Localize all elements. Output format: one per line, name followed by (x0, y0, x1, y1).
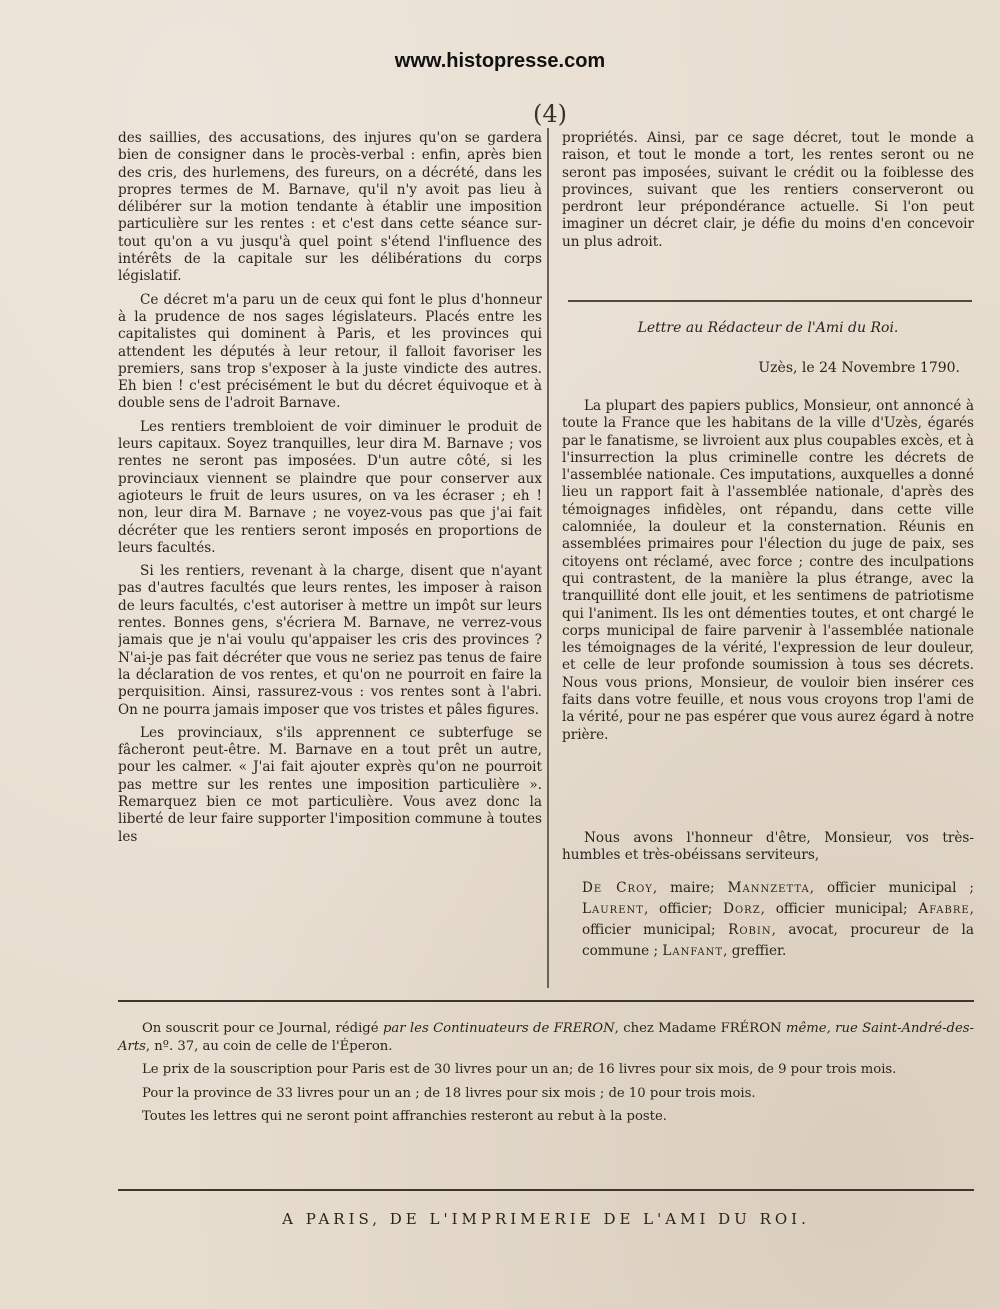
signature-name: Dorz (723, 901, 761, 917)
left-paragraph-4: Si les rentiers, revenant à la charge, disent que n'ayant pas d'autres facultés que leurs rentes, les imposer à raison de leurs facultés, c'est autoriser à mettre un impôt sur leurs rentes. Bonnes gens, s'écriera M. Barnave, ne verrez-vous jamais que je n'ai voulu qu'appaiser les cris des provinces ? N'ai-je pas fait décréter que vous ne seriez pas tenus de faire la déclaration de vos rentes, et qu'on ne pourroit en faire la perquisition. Ainsi, rassurez-vous : vos rentes sont à l'abri. On ne pourra jamais imposer que vos tristes et pâles figures. (118, 563, 542, 718)
subscription-text: On souscrit pour ce Journal, rédigé (142, 1021, 383, 1036)
signature-role: , officier; (643, 901, 724, 917)
left-paragraph-5: Les provinciaux, s'ils apprennent ce subterfuge se fâcheront peut-être. M. Barnave en a tout prêt un autre, pour les calmer. « J'ai fait ajouter exprès qu'on ne pourroit pas mettre sur les rentes une imposition particulière ». Remarquez bien ce mot particulière. Vous avez donc la liberté de leur faire supporter l'imposition commune à toutes les (118, 724, 542, 845)
letter-closing (562, 830, 974, 871)
imprint: A PARIS, DE L'IMPRIMERIE DE L'AMI DU ROI. (282, 1210, 810, 1228)
closing-text: Nous avons l'honneur d'être, Monsieur, vos très-humbles et très-obéissans serviteurs, (562, 830, 974, 864)
subscription-address: même, rue Saint-André-des-Arts (118, 1021, 974, 1054)
letters-note: Toutes les lettres qui ne seront point affranchies resteront au rebut à la poste. (142, 1109, 667, 1124)
signature-name: Lanfant (662, 943, 724, 959)
page-number: (4) (533, 100, 567, 128)
subscription-editors: par les Continuateurs de FRERON (382, 1021, 615, 1036)
left-paragraph-2: Ce décret m'a paru un de ceux qui font le plus d'honneur à la prudence de nos sages législateurs. Placés entre les capitalistes qui dominent à Paris, et les provinces qui attendent les députés à leur retour, il falloit favoriser les premiers, sans trop s'exposer à la juste vindicte des autres. Eh bien ! c'est précisément le but du décret équivoque et à double sens de l'adroit Barnave. (118, 291, 542, 412)
letter-body (562, 398, 974, 818)
section-rule (568, 300, 972, 302)
signature-role: , officier municipal ; (809, 880, 975, 896)
subscription-text: , nº. 37, au coin de celle de l'Éperon. (145, 1038, 393, 1054)
footer-rule-bottom (118, 1189, 974, 1191)
subscription-text: , chez Madame FRÉRON (614, 1021, 786, 1036)
watermark: www.histopresse.com (394, 50, 606, 72)
signature-name: De Croy (582, 880, 653, 896)
column-divider (547, 128, 549, 988)
subscription-info (118, 1020, 974, 1055)
signature-role: , greffier. (723, 943, 787, 959)
signature-name: Mannzetta (727, 880, 810, 896)
letter-paragraph: La plupart des papiers publics, Monsieur, ont annoncé à toute la France que les habitans de la ville d'Uzès, égarés par le fanatisme, se livroient aux plus coupables excès, et à l'insurrection la plus criminelle contre les décrets de l'assemblée nationale. Ces imputations, auxquelles a donné lieu un rapport fait à l'assemblée nationale, d'après des témoignages infidèles, ont répandu, dans cette ville calomniée, la douleur et la consternation. Réunis en assemblées primaires pour l'élection du juge de paix, ses citoyens ont réclamé, avec force ; contre des inculpations qui contrastent, de la manière la plus étrange, avec la tranquillité dont elle jouit, et les sentimens de patriotisme qui l'animent. Ils les ont démenties toutes, et ont chargé le corps municipal de faire parvenir à l'assemblée nationale les témoignages de la vérité, l'expression de leur douleur, et celle de leur profonde soumission à tous ses décrets. Nous vous prions, Monsieur, de vouloir bien insérer ces faits dans votre feuille, et nous vous croyons trop l'ami de la vérité, pour ne pas espérer que vous aurez égard à notre prière. (562, 398, 974, 743)
price-province: Pour la province de 33 livres pour un an ; de 18 livres pour six mois ; de 10 pour trois mois. (142, 1085, 756, 1101)
signatures (582, 878, 974, 962)
footer-rule-top (118, 1000, 974, 1002)
signature-role: , officier municipal; (760, 901, 919, 917)
letter-date: Uzès, le 24 Novembre 1790. (758, 360, 960, 376)
subscription-footer (118, 1020, 974, 1132)
right-paragraph-1: propriétés. Ainsi, par ce sage décret, tout le monde a raison, et tout le monde a tort, les rentes seront ou ne seront pas imposées, suivant le crédit ou la foiblesse des provinces, suivant que les rentiers conserveront ou perdront leur prépondérance actuelle. Si l'on peut imaginer un décret clair, je défie du moins d'en concevoir un plus adroit. (562, 130, 974, 250)
left-paragraph-3: Les rentiers trembloient de voir diminuer le produit de leurs capitaux. Soyez tranquilles, leur dira M. Barnave ; vos rentes ne seront pas imposées. D'un autre côté, si les provinciaux viennent se plaindre que pour conserver aux agioteurs le fruit de leurs usures, on va les écraser ; eh ! non, leur dira M. Barnave ; ne voyez-vous pas que j'ai fait décréter que les rentiers seront imposés en proportions de leurs facultés. (118, 418, 542, 556)
signature-role: , maire; (652, 880, 728, 896)
price-paris: Le prix de la souscription pour Paris est de 30 livres pour un an; de 16 livres pour six mois, de 9 pour trois mois. (142, 1062, 897, 1077)
signature-name: Laurent (582, 901, 644, 917)
left-column (118, 130, 542, 990)
letter-title: Lettre au Rédacteur de l'Ami du Roi. (637, 320, 899, 336)
left-paragraph-1: des saillies, des accusations, des injures qu'on se gardera bien de consigner dans le procès-verbal : enfin, après bien des cris, des hurlemens, des fureurs, on a décrété, dans les propres termes de M. Barnave, qu'il n'y avoit pas lieu à délibérer sur la motion tendante à établir une imposition particulière sur les rentes : et c'est dans cette séance sur-tout qu'on a vu jusqu'à quel point s'étend l'influence des intérêts de la capitale sur les délibérations du corps législatif. (118, 130, 542, 285)
right-column-top (562, 130, 974, 290)
signature-name: Afabre (918, 901, 970, 917)
signature-name: Robin (728, 922, 772, 938)
signature-role: , officier municipal; (582, 901, 974, 938)
signature-role: , avocat, procureur de la commune ; (582, 922, 975, 959)
